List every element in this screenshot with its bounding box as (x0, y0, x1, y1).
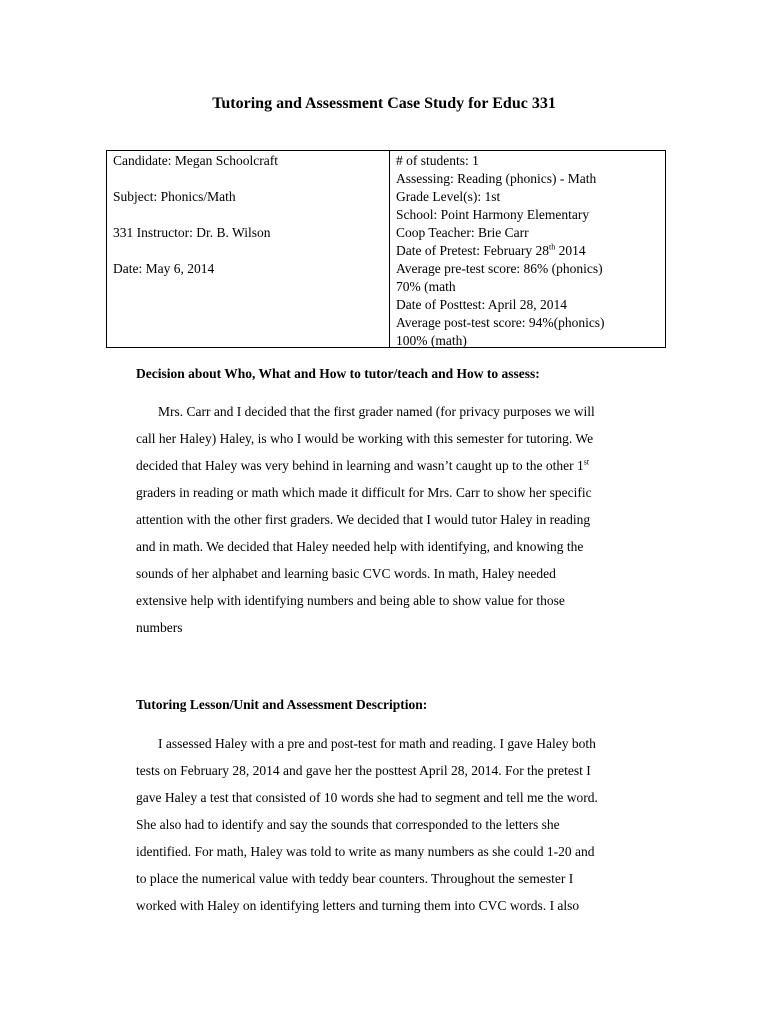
pretest-date-text: Date of Pretest: February 28 (396, 243, 549, 258)
grade-level-field: Grade Level(s): 1st (396, 189, 501, 204)
paragraph-line: worked with Haley on identifying letters and turning them into CVC words. I also (136, 898, 580, 913)
paragraph-line (136, 452, 652, 479)
section-heading-decision: Decision about Who, What and How to tutor/teach and How to assess: (136, 366, 540, 381)
paragraph-line: sounds of her alphabet and learning basic CVC words. In math, Haley needed (136, 566, 556, 581)
assessing-field: Assessing: Reading (phonics) - Math (396, 171, 597, 186)
paragraph-line: graders in reading or math which made it difficult for Mrs. Carr to show her specific (136, 485, 592, 500)
posttest-score-math: 100% (math) (396, 333, 467, 348)
decision-paragraph (136, 398, 652, 641)
info-table-right-column (390, 151, 665, 347)
posttest-date-field: Date of Posttest: April 28, 2014 (396, 297, 567, 312)
paragraph-line: and in math. We decided that Haley needed help with identifying, and knowing the (136, 539, 584, 554)
section-heading-tutoring-lesson: Tutoring Lesson/Unit and Assessment Description: (136, 697, 428, 712)
coop-teacher-field: Coop Teacher: Brie Carr (396, 225, 529, 240)
paragraph-line: identified. For math, Haley was told to write as many numbers as she could 1-20 and (136, 844, 595, 859)
pretest-date-field (396, 242, 659, 260)
pretest-score-phonics: Average pre-test score: 86% (phonics) (396, 261, 603, 276)
paragraph-line: gave Haley a test that consisted of 10 words she had to segment and tell me the word. (136, 790, 598, 805)
students-count-field: # of students: 1 (396, 153, 479, 168)
tutoring-paragraph (136, 730, 652, 919)
paragraph-line: attention with the other first graders. We decided that I would tutor Haley in reading (136, 512, 591, 527)
pretest-date-year: 2014 (558, 243, 586, 258)
paragraph-line: call her Haley) Haley, is who I would be working with this semester for tutoring. We (136, 431, 594, 446)
paragraph-line: extensive help with identifying numbers and being able to show value for those (136, 593, 565, 608)
ordinal-superscript: st (583, 457, 590, 467)
posttest-score-phonics: Average post-test score: 94%(phonics) (396, 315, 605, 330)
paragraph-line: to place the numerical value with teddy bear counters. Throughout the semester I (136, 871, 574, 886)
paragraph-line: She also had to identify and say the sounds that corresponded to the letters she (136, 817, 560, 832)
pretest-score-math: 70% (math (396, 279, 456, 294)
instructor-field: 331 Instructor: Dr. B. Wilson (113, 225, 271, 240)
candidate-field: Candidate: Megan Schoolcraft (113, 153, 278, 168)
date-field: Date: May 6, 2014 (113, 261, 215, 276)
info-table-left-column (107, 151, 390, 347)
pretest-date-superscript: th (548, 242, 556, 252)
school-field: School: Point Harmony Elementary (396, 207, 590, 222)
paragraph-line: numbers (136, 620, 183, 635)
document-title: Tutoring and Assessment Case Study for Educ 331 (212, 95, 556, 112)
paragraph-line: Mrs. Carr and I decided that the first grader named (for privacy purposes we will (158, 404, 595, 419)
paragraph-line: I assessed Haley with a pre and post-test for math and reading. I gave Haley both (158, 736, 596, 751)
paragraph-line-text: decided that Haley was very behind in learning and wasn’t caught up to the other 1 (136, 458, 584, 473)
info-table (106, 150, 666, 348)
subject-field: Subject: Phonics/Math (113, 189, 236, 204)
paragraph-line: tests on February 28, 2014 and gave her the posttest April 28, 2014. For the pretest I (136, 763, 591, 778)
